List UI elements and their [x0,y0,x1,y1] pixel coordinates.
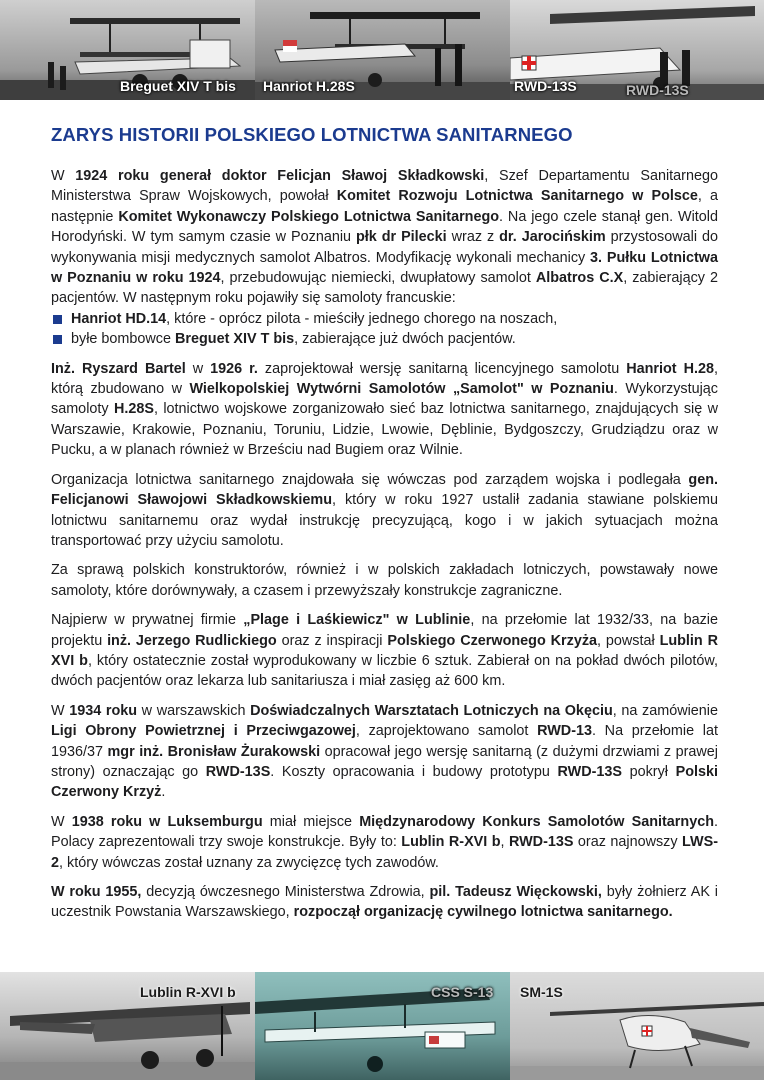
paragraph-organization: Organizacja lotnictwa sanitarnego znajdowała się wówczas pod zarządem wojska i podlegała gen. Felicjanowi Sławojowi Składkowskiemu, który w roku 1927 ustalił zadania stawiane polskiemu lotnictwu sanitarnemu oraz wydał instrukcję precyzującą, kogo i w jakich sytuacjach można transportować przy użyciu samolotu. [51,471,718,549]
list-item: Hanriot HD.14, które - oprócz pilota - mieściły jednego chorego na noszach, [51,309,718,329]
caption-rwd13s: RWD-13S [514,78,577,94]
photo-css13 [255,972,510,1080]
page-title: ZARYS HISTORII POLSKIEGO LOTNICTWA SANITARNEGO [51,124,573,145]
caption-sm1s: SM-1S [520,984,563,1000]
paragraph-1926: Inż. Ryszard Bartel w 1926 r. zaprojektował wersję sanitarną licencyjnego samolotu Hanriot H.28, którą zbudowano w Wielkopolskiej Wytwórni Samolotów „Samolot" w Poznaniu. Wykorzystując samoloty H.28S, lotnictwo wojskowe zorganizowało sieć baz lotnictwa sanitarnego, znajdujących się w Warszawie, Krakowie, Poznaniu, Toruniu, Lidzie, Lwowie, Dęblinie, Bydgoszczy, Grudziądzu oraz w Pucku, a w planach również w Brześciu nad Bugiem oraz Wilnie. [51,360,718,459]
article [51,124,718,932]
photo-lublin [0,972,255,1080]
caption-rwd13s-faded: RWD-13S [626,82,689,98]
paragraph-1938: W 1938 roku w Luksemburgu miał miejsce Międzynarodowy Konkurs Samolotów Sanitarnych. Polacy zaprezentowali trzy swoje konstrukcje. Były to: Lublin R-XVI b, RWD-13S oraz najnowszy LWS-2, który wówczas został uznany za zwycięzcę tych zawodów. [51,813,718,871]
photo-hanriot [255,0,510,100]
paragraph-1955: W roku 1955, decyzją ówczesnego Ministerstwa Zdrowia, pil. Tadeusz Więckowski, były żołnierz AK i uczestnik Powstania Warszawskiego, rozpoczął organizację cywilnego lotnictwa sanitarnego. [51,884,718,921]
photo-breguet [0,0,255,100]
paragraph-1934: W 1934 roku w warszawskich Doświadczalnych Warsztatach Lotniczych na Okęciu, na zamówienie Ligi Obrony Powietrznej i Przeciwgazowej, zaprojektowano samolot RWD-13. Na przełomie lat 1936/37 mgr inż. Bronisław Żurakowski opracował jego wersję sanitarną (z dużymi drzwiami z prawej strony) oznaczając go RWD-13S. Koszty opracowania i budowy prototypu RWD-13S pokrył Polski Czerwony Krzyż. [51,702,718,801]
paragraph-lublin: Najpierw w prywatnej firmie „Plage i Laśkiewicz" w Lublinie, na przełomie lat 1932/33, na bazie projektu inż. Jerzego Rudlickiego oraz z inspiracji Polskiego Czerwonego Krzyża, powstał Lublin R XVI b, który ostatecznie został wyprodukowany w liczbie 6 sztuk. Zabierał on na pokład dwóch pilotów, dwóch pacjentów oraz lekarza lub sanitariusza i miał zasięg aż 600 km. [51,612,718,690]
list-item: byłe bombowce Breguet XIV T bis, zabierające już dwóch pacjentów. [51,329,718,349]
paragraph-1924: W 1924 roku generał doktor Felicjan Sławoj Składkowski, Szef Departamentu Sanitarnego Ministerstwa Spraw Wojskowych, powołał Komitet Rozwoju Lotnictwa Sanitarnego w Polsce, a następnie Komitet Wykonawczy Polskiego Lotnictwa Sanitarnego. Na jego czele stanął gen. Witold Horodyński. W tym samym czasie w Poznaniu płk dr Pilecki wraz z dr. Jarocińskim przystosowali do wykonywania misji medycznych samolot Albatros. Modyfikację wykonali mechanicy 3. Pułku Lotnictwa w Poznaniu w roku 1924, przebudowując niemiecki, dwupłatowy samolot Albatros C.X, zabierający 2 pacjentów. W następnym roku pojawiły się samoloty francuskie: [51,168,719,307]
caption-hanriot: Hanriot H.28S [263,78,355,94]
photo-sm1s [510,972,764,1080]
french-aircraft-list [51,309,718,350]
caption-lublin: Lublin R-XVI b [140,984,236,1000]
photo-rwd13s [510,0,764,100]
caption-css13: CSS S-13 [431,984,494,1000]
paragraph-constructors: Za sprawą polskich konstruktorów, również i w polskich zakładach lotniczych, powstawały nowe samoloty, które dorównywały, a czasem i przewyższały konstrukcje zagraniczne. [51,562,718,599]
caption-breguet: Breguet XIV T bis [120,78,236,94]
top-photo-strip [0,0,764,100]
bottom-photo-strip [0,972,764,1080]
